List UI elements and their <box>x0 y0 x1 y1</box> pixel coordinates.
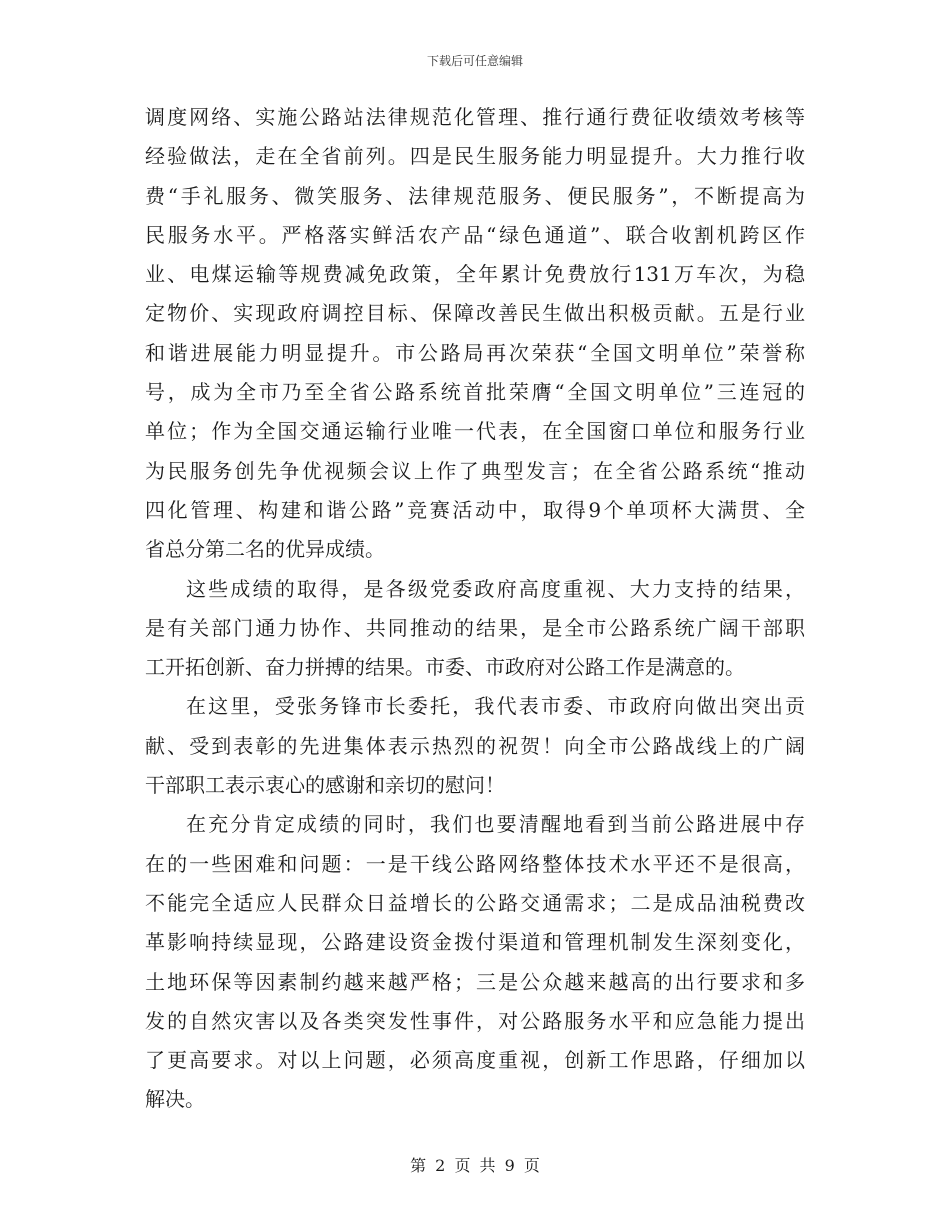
page-number: 第 2 页 共 9 页 <box>410 1156 540 1175</box>
text-line: 单位；作为全国交通运输行业唯一代表，在全国窗口单位和服务行业 <box>145 419 805 444</box>
text-line: 土地环保等因素制约越来越严格；三是公众越来越高的出行要求和多 <box>145 969 805 994</box>
text-line: 调度网络、实施公路站法律规范化管理、推行通行费征收绩效考核等 <box>145 105 805 129</box>
text-line: 业、电煤运输等规费减免政策，全年累计免费放行131万车次，为稳 <box>145 262 805 287</box>
text-line: 费“手礼服务、微笑服务、法律规范服务、便民服务”，不断提高为 <box>145 183 805 208</box>
text-line: 经验做法，走在全省前列。四是民生服务能力明显提升。大力推行收 <box>145 144 805 169</box>
text-line: 省总分第二名的优异成绩。 <box>145 537 385 562</box>
text-line: 不能完全适应人民群众日益增长的公路交通需求；二是成品油税费改 <box>145 890 805 915</box>
text-line: 四化管理、构建和谐公路”竞赛活动中，取得9个单项杯大满贯、全 <box>145 497 805 522</box>
text-line: 为民服务创先争优视频会议上作了典型发言；在全省公路系统“推动 <box>145 458 805 483</box>
text-line: 号，成为全市乃至全省公路系统首批荣膺“全国文明单位”三连冠的 <box>145 380 805 405</box>
text-line: 革影响持续显现，公路建设资金拨付渠道和管理机制发生深刻变化， <box>145 930 805 955</box>
text-line: 了更高要求。对以上问题，必须高度重视，创新工作思路，仔细加以 <box>145 1048 805 1073</box>
text-line: 民服务水平。严格落实鲜活农产品“绿色通道”、联合收割机跨区作 <box>145 222 805 247</box>
text-line: 在充分肯定成绩的同时，我们也要清醒地看到当前公路进展中存 <box>186 812 805 837</box>
text-line: 这些成绩的取得，是各级党委政府高度重视、大力支持的结果， <box>186 576 805 601</box>
text-line: 献、受到表彰的先进集体表示热烈的祝贺！向全市公路战线上的广阔 <box>145 733 805 758</box>
document-body <box>145 98 805 1120</box>
text-line: 解决。 <box>145 1087 205 1112</box>
page-header: 下载后可任意编辑 <box>426 54 523 68</box>
text-line: 在的一些困难和问题：一是干线公路网络整体技术水平还不是很高， <box>145 851 805 876</box>
text-line: 工开拓创新、奋力拼搏的结果。市委、市政府对公路工作是满意的。 <box>145 655 745 680</box>
text-line: 定物价、实现政府调控目标、保障改善民生做出积极贡献。五是行业 <box>145 301 805 326</box>
text-line: 在这里，受张务锋市长委托，我代表市委、市政府向做出突出贡 <box>186 694 805 719</box>
text-line: 是有关部门通力协作、共同推动的结果，是全市公路系统广阔干部职 <box>145 615 805 640</box>
text-line: 发的自然灾害以及各类突发性事件，对公路服务水平和应急能力提出 <box>145 1008 805 1033</box>
text-line: 和谐进展能力明显提升。市公路局再次荣获“全国文明单位”荣誉称 <box>145 340 805 365</box>
text-line: 干部职工表示衷心的感谢和亲切的慰问！ <box>145 773 505 798</box>
